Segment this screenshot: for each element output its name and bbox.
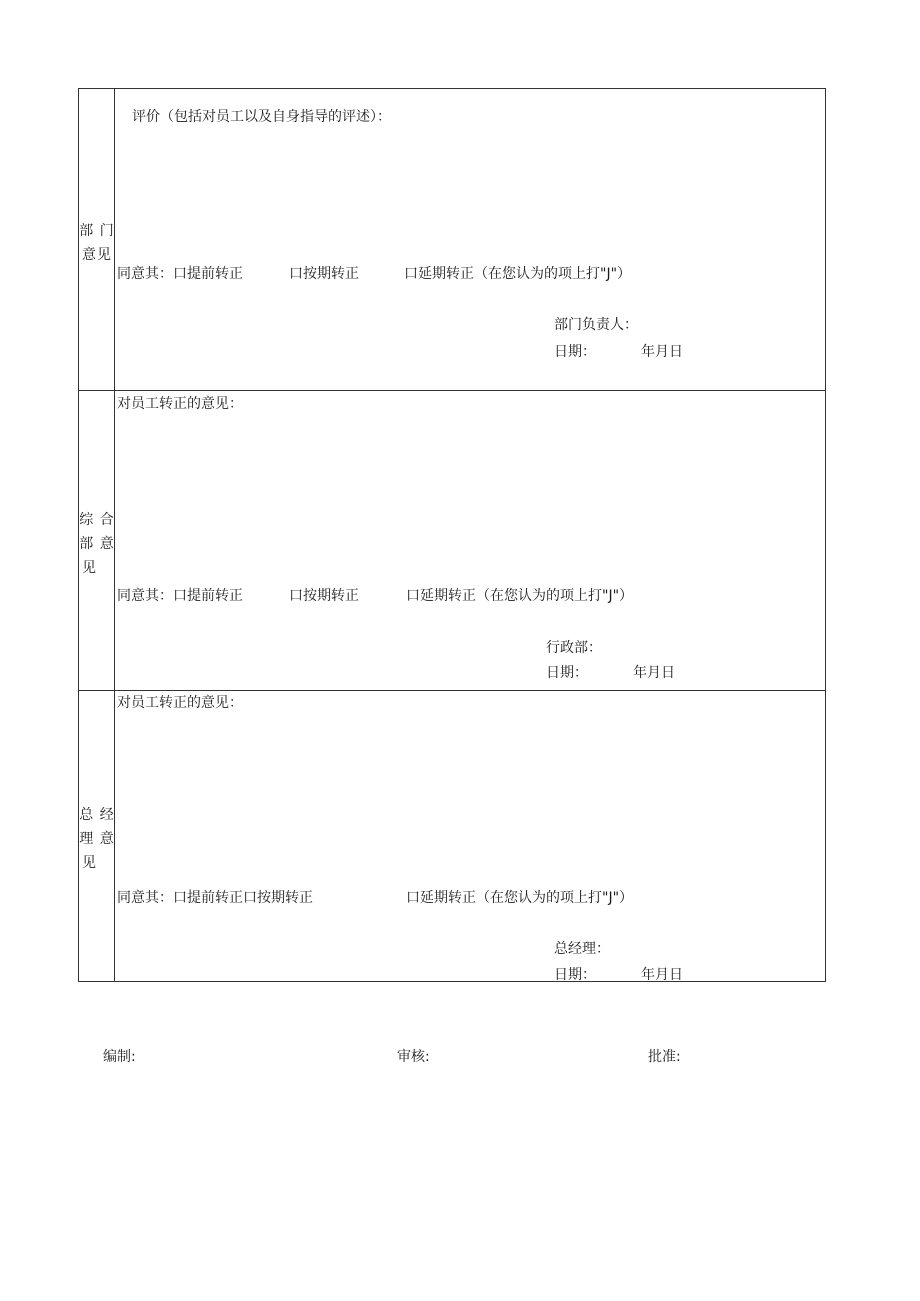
agree-delay-option[interactable]: 口延期转正（在您认为的项上打"J"） [404, 266, 632, 282]
general-manager-label-cell [79, 691, 115, 981]
prepared-by-label: 编制: [103, 1049, 136, 1065]
section-label-line: 理 意 [79, 831, 115, 847]
agree-delay-option[interactable]: 口延期转正（在您认为的项上打"J"） [406, 588, 634, 604]
date-label: 日期： [554, 344, 596, 360]
section-label-line: 见 [82, 560, 97, 576]
date-value: 年月日 [633, 665, 675, 681]
date-label: 日期： [546, 665, 588, 681]
section-label-line: 部 门 [79, 223, 115, 239]
opinion-prompt: 对员工转正的意见： [117, 396, 243, 412]
section-label-line: 意见 [82, 247, 112, 263]
department-opinion-section [79, 89, 825, 391]
general-dept-label-cell [79, 391, 115, 690]
agree-early-option[interactable]: 同意其：口提前转正 [117, 266, 243, 282]
agree-on-time-option[interactable]: 口按期转正 [289, 266, 359, 282]
general-manager-opinion-section [79, 691, 825, 981]
agree-early-on-time-options[interactable]: 同意其：口提前转正口按期转正 [117, 890, 313, 906]
opinion-prompt: 对员工转正的意见： [117, 695, 243, 711]
evaluation-prompt: 评价（包括对员工以及自身指导的评述）： [132, 109, 391, 125]
date-label: 日期： [554, 967, 596, 983]
section-label-line: 见 [82, 855, 97, 871]
approved-by-label: 批准: [648, 1049, 681, 1065]
section-label-line: 总 经 [79, 807, 115, 823]
department-opinion-label-cell [79, 89, 115, 390]
admin-dept-signature: 行政部： [546, 640, 602, 656]
agree-delay-option[interactable]: 口延期转正（在您认为的项上打"J"） [406, 890, 634, 906]
date-value: 年月日 [641, 967, 683, 983]
reviewed-by-label: 审核: [397, 1049, 430, 1065]
evaluation-form-table [78, 88, 826, 982]
department-head-signature: 部门负责人： [554, 317, 638, 333]
agree-on-time-option[interactable]: 口按期转正 [289, 588, 359, 604]
date-value: 年月日 [641, 344, 683, 360]
section-label-line: 部 意 [79, 536, 115, 552]
general-manager-signature: 总经理： [554, 941, 610, 957]
section-label-line: 综 合 [79, 512, 115, 528]
general-dept-opinion-section [79, 391, 825, 691]
agree-early-option[interactable]: 同意其：口提前转正 [117, 588, 243, 604]
